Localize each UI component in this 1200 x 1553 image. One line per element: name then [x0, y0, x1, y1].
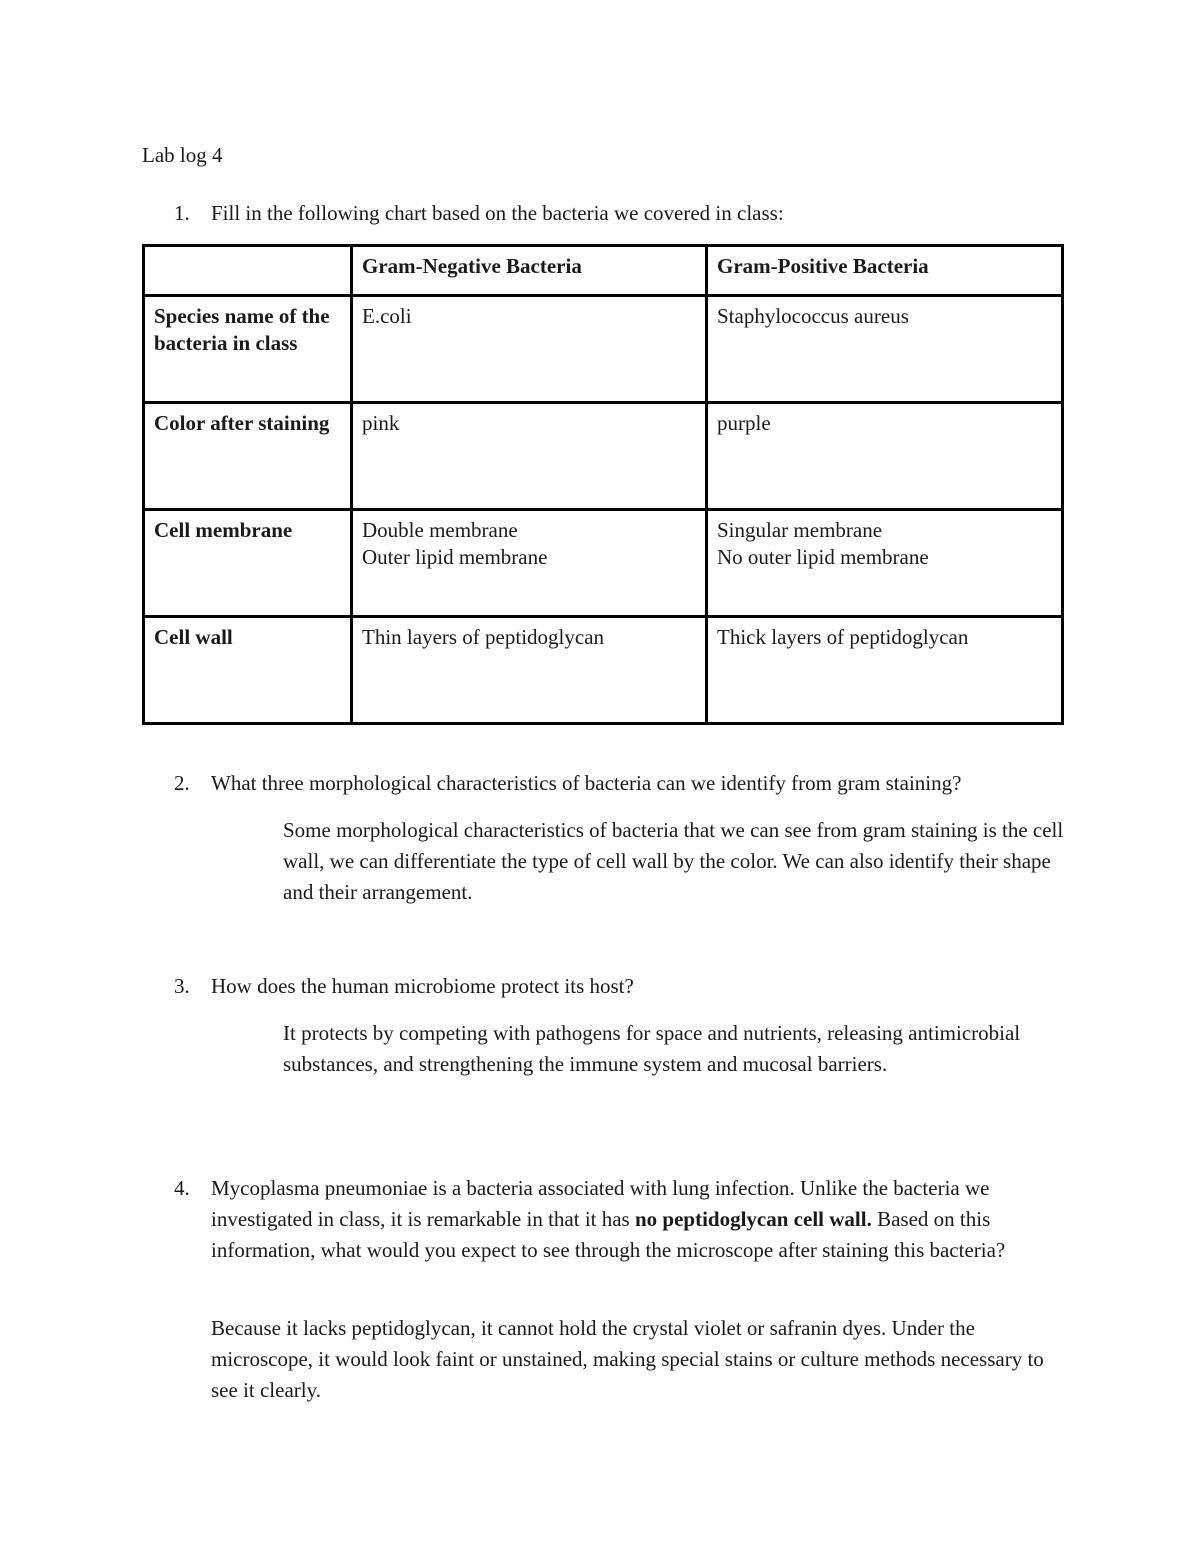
question-2: [142, 768, 1062, 799]
answer-4: Because it lacks peptidoglycan, it cannot hold the crystal violet or safranin dyes. Under the microscope, it would look faint or unstained, making special stains or culture methods necessary to see it clearly.: [211, 1316, 1044, 1402]
row-header-species: Species name of the bacteria in class: [144, 296, 352, 403]
question-4: [142, 1173, 1062, 1266]
question-1-text: Fill in the following chart based on the bacteria we covered in class:: [211, 201, 784, 225]
table-row: [144, 510, 1063, 617]
question-1: [142, 198, 1062, 229]
question-2-number: 2.: [174, 771, 190, 795]
cell-membrane-gram-negative: [352, 510, 707, 617]
bacteria-chart: [142, 244, 1064, 725]
question-4-number: 4.: [174, 1176, 190, 1200]
cell-species-gram-negative: [352, 296, 707, 403]
row-header-cell-wall: Cell wall: [144, 617, 352, 724]
cell-color-gram-positive: [707, 403, 1063, 510]
table-row: [144, 296, 1063, 403]
question-2-text: What three morphological characteristics of bacteria can we identify from gram staining?: [211, 771, 962, 795]
question-4-text-after: Based on this information, what would you expect to see through the microscope after staining this bacteria?: [211, 1207, 1006, 1262]
cell-line: Outer lipid membrane: [362, 545, 548, 569]
cell-line: Singular membrane: [717, 518, 883, 542]
answer-2: Some morphological characteristics of bacteria that we can see from gram staining is the cell wall, we can differentiate the type of cell wall by the color. We can also identify their shape and their arrangement.: [283, 818, 1064, 904]
question-3: [142, 971, 1062, 1002]
cell-line: Thick layers of peptidoglycan: [717, 625, 969, 649]
cell-membrane-gram-positive: [707, 510, 1063, 617]
question-4-text-bold: no peptidoglycan cell wall.: [634, 1207, 872, 1231]
cell-line: No outer lipid membrane: [717, 545, 929, 569]
cell-wall-gram-positive: [707, 617, 1063, 724]
table-row: [144, 403, 1063, 510]
answer-3: It protects by competing with pathogens for space and nutrients, releasing antimicrobial substances, and strengthening the immune system and mucosal barriers.: [283, 1021, 1021, 1076]
column-header-gram-negative: Gram-Negative Bacteria: [352, 246, 707, 296]
row-header-color: Color after staining: [144, 403, 352, 510]
question-4-text: [211, 1173, 1062, 1266]
table-row: [144, 617, 1063, 724]
question-3-text: How does the human microbiome protect its host?: [211, 974, 634, 998]
cell-species-gram-positive: [707, 296, 1063, 403]
row-header-cell-membrane: Cell membrane: [144, 510, 352, 617]
cell-line: Thin layers of peptidoglycan: [362, 625, 605, 649]
cell-line: pink: [362, 411, 400, 435]
question-4-text-before: Mycoplasma pneumoniae is a bacteria associated with lung infection. Unlike the bacteria we investigated in class, it is remarkable in that it has: [211, 1176, 990, 1231]
cell-line: Staphylococcus aureus: [717, 304, 909, 328]
page-title: Lab log 4: [142, 143, 223, 167]
cell-line: Double membrane: [362, 518, 518, 542]
cell-line: E.coli: [362, 304, 412, 328]
chart-header-row: [144, 246, 1063, 296]
cell-wall-gram-negative: [352, 617, 707, 724]
cell-color-gram-negative: [352, 403, 707, 510]
question-3-number: 3.: [174, 974, 190, 998]
cell-line: purple: [717, 411, 771, 435]
chart-corner-cell: [144, 246, 352, 296]
question-1-number: 1.: [174, 201, 190, 225]
column-header-gram-positive: Gram-Positive Bacteria: [707, 246, 1063, 296]
